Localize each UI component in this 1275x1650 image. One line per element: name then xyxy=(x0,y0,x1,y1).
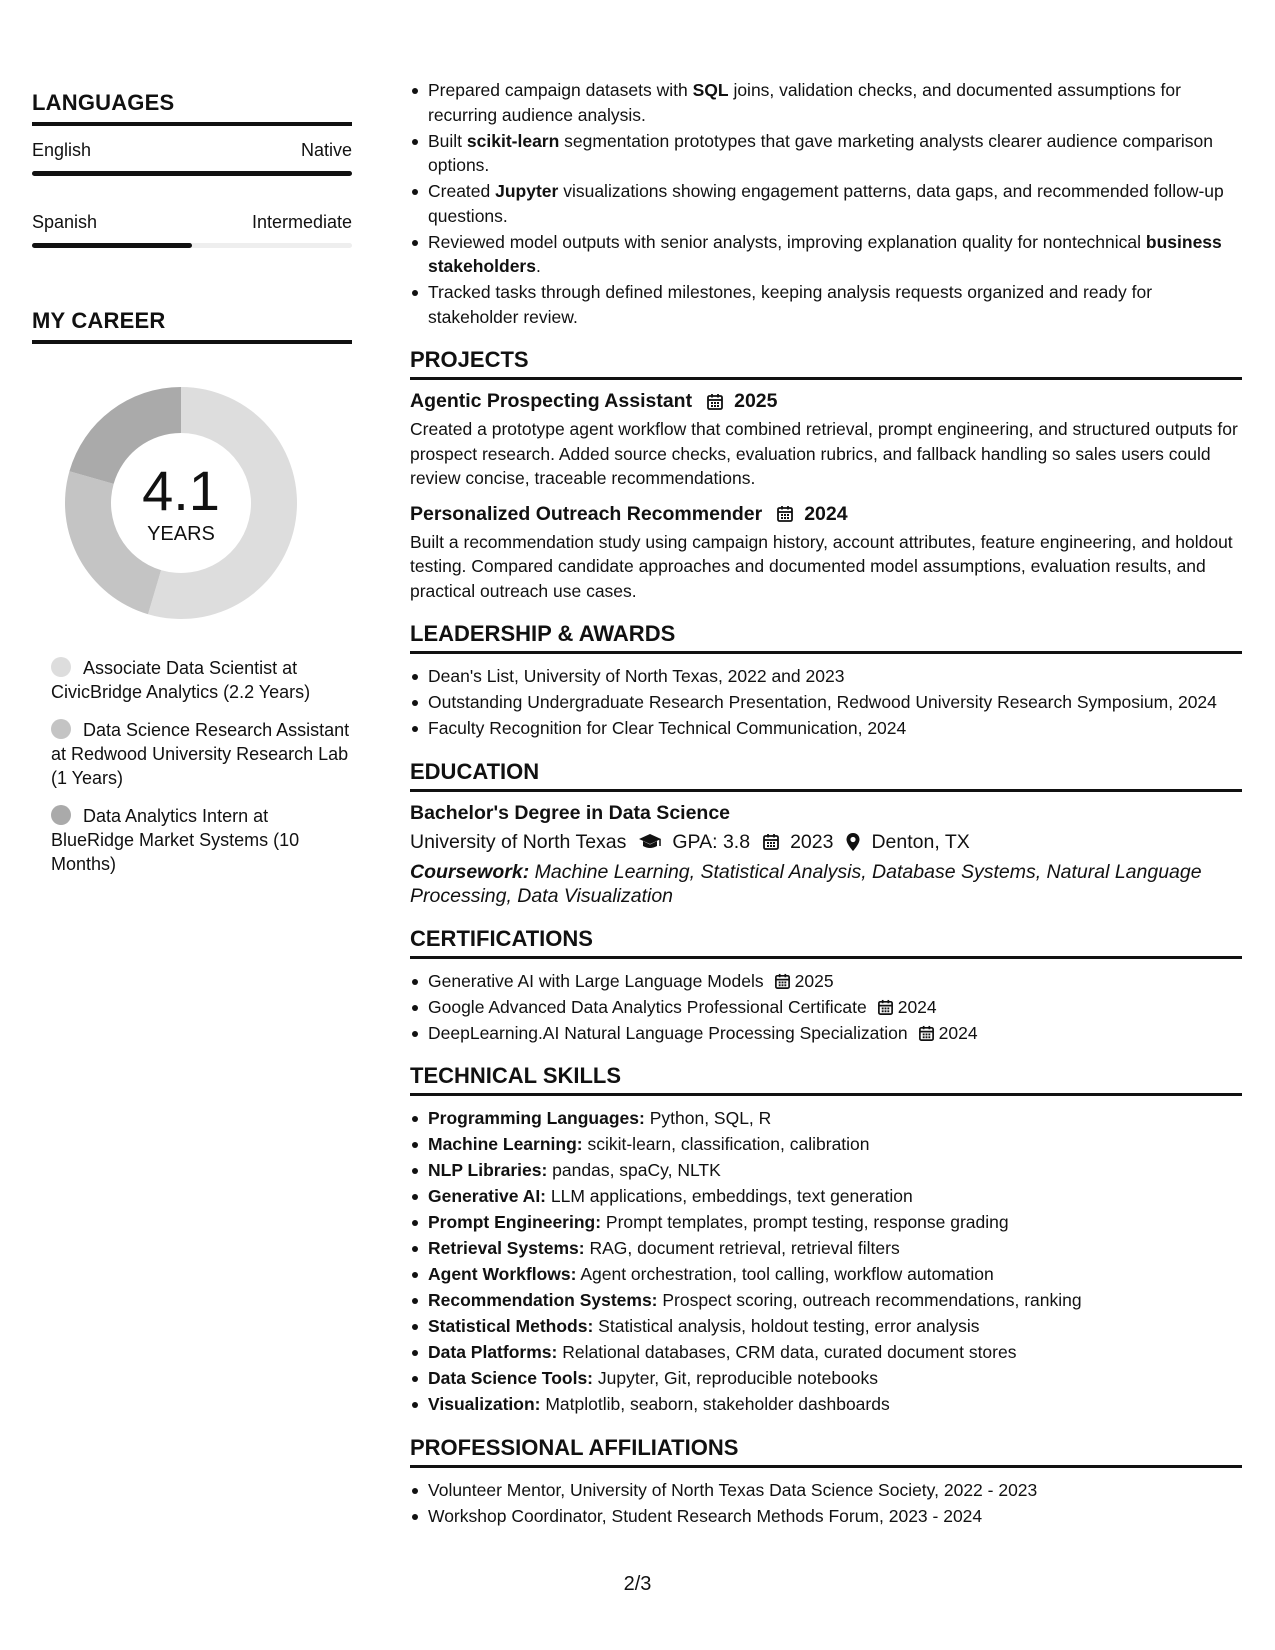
career-legend-item xyxy=(51,718,351,790)
skill-label: Agent Workflows: xyxy=(428,1264,577,1284)
career-legend xyxy=(51,656,351,876)
skill-item xyxy=(410,1158,1242,1183)
education-school: University of North Texas xyxy=(410,830,627,853)
language-name: English xyxy=(32,140,92,160)
project-year: 2025 xyxy=(734,390,778,412)
language-proficiency-bar xyxy=(32,243,352,248)
career-heading: MY CAREER xyxy=(32,308,352,344)
skill-item xyxy=(410,1314,1242,1339)
skill-label: Machine Learning: xyxy=(428,1134,583,1154)
right-column xyxy=(410,78,1242,1530)
award-item: Dean's List, University of North Texas, 2022 and 2023 xyxy=(410,664,1242,689)
awards-list xyxy=(410,664,1242,741)
award-item: Outstanding Undergraduate Research Presentation, Redwood University Research Symposium, 2024 xyxy=(410,690,1242,715)
education-item xyxy=(410,802,1242,908)
certifications-list xyxy=(410,969,1242,1046)
legend-dot-icon xyxy=(51,657,71,677)
calendar-icon xyxy=(706,393,724,411)
education-coursework xyxy=(410,860,1242,908)
project-title: Personalized Outreach Recommender xyxy=(410,502,763,525)
language-proficiency-bar xyxy=(32,171,352,176)
skill-item xyxy=(410,1392,1242,1417)
career-legend-label: Data Analytics Intern at BlueRidge Market Systems (10 Months) xyxy=(51,806,300,874)
skill-label: Statistical Methods: xyxy=(428,1316,594,1336)
career-years-label: YEARS xyxy=(147,522,215,545)
skill-value: RAG, document retrieval, retrieval filters xyxy=(584,1238,900,1258)
project-description: Created a prototype agent workflow that combined retrieval, prompt engineering, and structured outputs for prospect research. Added source checks, evaluation rubrics, and fallback handling so sales users could review concise, traceable recommendations. xyxy=(410,419,1238,488)
language-item xyxy=(32,212,352,248)
certification-year: 2024 xyxy=(938,1022,978,1043)
affiliations-list xyxy=(410,1478,1242,1529)
award-item: Faculty Recognition for Clear Technical Communication, 2024 xyxy=(410,716,1242,741)
language-item xyxy=(32,140,352,176)
graduation-cap-icon xyxy=(638,833,662,851)
career-legend-label: Associate Data Scientist at CivicBridge Analytics (2.2 Years) xyxy=(51,658,311,702)
skill-label: Retrieval Systems: xyxy=(428,1238,585,1258)
affiliation-item: Workshop Coordinator, Student Research Methods Forum, 2023 - 2024 xyxy=(410,1504,1242,1529)
language-proficiency-fill xyxy=(32,243,192,248)
certification-item xyxy=(410,995,1242,1020)
skill-value: LLM applications, embeddings, text generation xyxy=(546,1186,913,1206)
education-year: 2023 xyxy=(790,830,834,853)
skill-label: Visualization: xyxy=(428,1394,541,1414)
awards-heading: LEADERSHIP & AWARDS xyxy=(410,621,1242,654)
skill-label: Prompt Engineering: xyxy=(428,1212,602,1232)
affiliations-heading: PROFESSIONAL AFFILIATIONS xyxy=(410,1435,1242,1468)
legend-dot-icon xyxy=(51,719,71,739)
skill-item xyxy=(410,1236,1242,1261)
skill-label: Recommendation Systems: xyxy=(428,1290,658,1310)
calendar-icon xyxy=(877,999,894,1016)
calendar-icon xyxy=(918,1025,935,1042)
language-level: Intermediate xyxy=(251,212,352,232)
experience-bullet: Created Jupyter visualizations showing engagement patterns, data gaps, and recommended follow-up questions. xyxy=(410,179,1242,228)
location-pin-icon xyxy=(845,832,861,852)
skill-item xyxy=(410,1366,1242,1391)
skill-value: Python, SQL, R xyxy=(644,1108,772,1128)
left-column xyxy=(32,90,352,890)
career-legend-item xyxy=(51,656,351,704)
career-legend-item xyxy=(51,804,351,876)
skills-heading: TECHNICAL SKILLS xyxy=(410,1063,1242,1096)
skill-item xyxy=(410,1340,1242,1365)
skill-item xyxy=(410,1132,1242,1157)
certification-item xyxy=(410,969,1242,994)
skill-value: Prospect scoring, outreach recommendations, ranking xyxy=(657,1290,1082,1310)
experience-bullet: Reviewed model outputs with senior analysts, improving explanation quality for nontechnical business stakeholders. xyxy=(410,230,1242,279)
career-donut-chart xyxy=(56,378,306,628)
skill-value: Jupyter, Git, reproducible notebooks xyxy=(593,1368,879,1388)
project-item xyxy=(410,503,1242,604)
donut-center xyxy=(56,378,306,628)
calendar-icon xyxy=(774,973,791,990)
experience-bullet: Tracked tasks through defined milestones, keeping analysis requests organized and ready for stakeholder review. xyxy=(410,280,1242,329)
certification-year: 2024 xyxy=(897,996,937,1017)
project-item xyxy=(410,390,1242,491)
skill-label: NLP Libraries: xyxy=(428,1160,548,1180)
skill-value: Prompt templates, prompt testing, response grading xyxy=(601,1212,1009,1232)
career-total-years: 4.1 xyxy=(142,458,220,522)
project-title: Agentic Prospecting Assistant xyxy=(410,390,693,412)
skill-label: Programming Languages: xyxy=(428,1108,645,1128)
experience-bullets xyxy=(410,78,1242,329)
language-level: Native xyxy=(300,140,352,160)
skill-value: scikit-learn, classification, calibration xyxy=(582,1134,870,1154)
experience-bullet: Prepared campaign datasets with SQL joins, validation checks, and documented assumptions for recurring audience analysis. xyxy=(410,78,1242,127)
languages-heading: LANGUAGES xyxy=(32,90,352,126)
education-location: Denton, TX xyxy=(871,830,970,853)
project-year: 2024 xyxy=(804,502,848,525)
skill-item xyxy=(410,1184,1242,1209)
language-name: Spanish xyxy=(32,212,98,232)
page-number: 2/3 xyxy=(623,1573,652,1595)
education-heading: EDUCATION xyxy=(410,759,1242,792)
projects-heading: PROJECTS xyxy=(410,347,1242,380)
education-gpa: GPA: 3.8 xyxy=(672,830,751,853)
career-legend-label: Data Science Research Assistant at Redwood University Research Lab (1 Years) xyxy=(51,720,350,788)
skill-item xyxy=(410,1262,1242,1287)
certification-year: 2025 xyxy=(794,970,834,991)
certification-name: DeepLearning.AI Natural Language Processing Specialization xyxy=(428,1022,908,1043)
certification-name: Google Advanced Data Analytics Professional Certificate xyxy=(428,996,867,1017)
skills-list xyxy=(410,1106,1242,1417)
certification-item xyxy=(410,1021,1242,1046)
affiliation-item: Volunteer Mentor, University of North Texas Data Science Society, 2022 - 2023 xyxy=(410,1478,1242,1503)
skill-label: Data Platforms: xyxy=(428,1342,558,1362)
skill-value: pandas, spaCy, NLTK xyxy=(547,1160,721,1180)
skill-value: Matplotlib, seaborn, stakeholder dashboards xyxy=(540,1394,890,1414)
experience-bullet: Built scikit-learn segmentation prototypes that gave marketing analysts clearer audience comparison options. xyxy=(410,129,1242,178)
coursework-label: Coursework: xyxy=(410,860,530,883)
calendar-icon xyxy=(776,505,794,523)
certifications-heading: CERTIFICATIONS xyxy=(410,926,1242,959)
skill-value: Relational databases, CRM data, curated document stores xyxy=(557,1342,1017,1362)
certification-name: Generative AI with Large Language Models xyxy=(428,970,764,991)
skill-item xyxy=(410,1106,1242,1131)
skill-label: Data Science Tools: xyxy=(428,1368,594,1388)
skill-item xyxy=(410,1288,1242,1313)
project-description: Built a recommendation study using campaign history, account attributes, feature engineering, and holdout testing. Compared candidate approaches and documented model assumptions, evaluation results, and practical outreach use cases. xyxy=(410,531,1233,601)
skill-value: Statistical analysis, holdout testing, error analysis xyxy=(593,1316,980,1336)
skill-item xyxy=(410,1210,1242,1235)
coursework-list: Machine Learning, Statistical Analysis, Database Systems, Natural Language Processing, Data Visualization xyxy=(410,860,1202,907)
legend-dot-icon xyxy=(51,805,71,825)
calendar-icon xyxy=(762,833,780,851)
skill-label: Generative AI: xyxy=(428,1186,547,1206)
skill-value: Agent orchestration, tool calling, workflow automation xyxy=(576,1264,994,1284)
education-degree: Bachelor's Degree in Data Science xyxy=(410,801,731,824)
language-proficiency-fill xyxy=(32,171,352,176)
